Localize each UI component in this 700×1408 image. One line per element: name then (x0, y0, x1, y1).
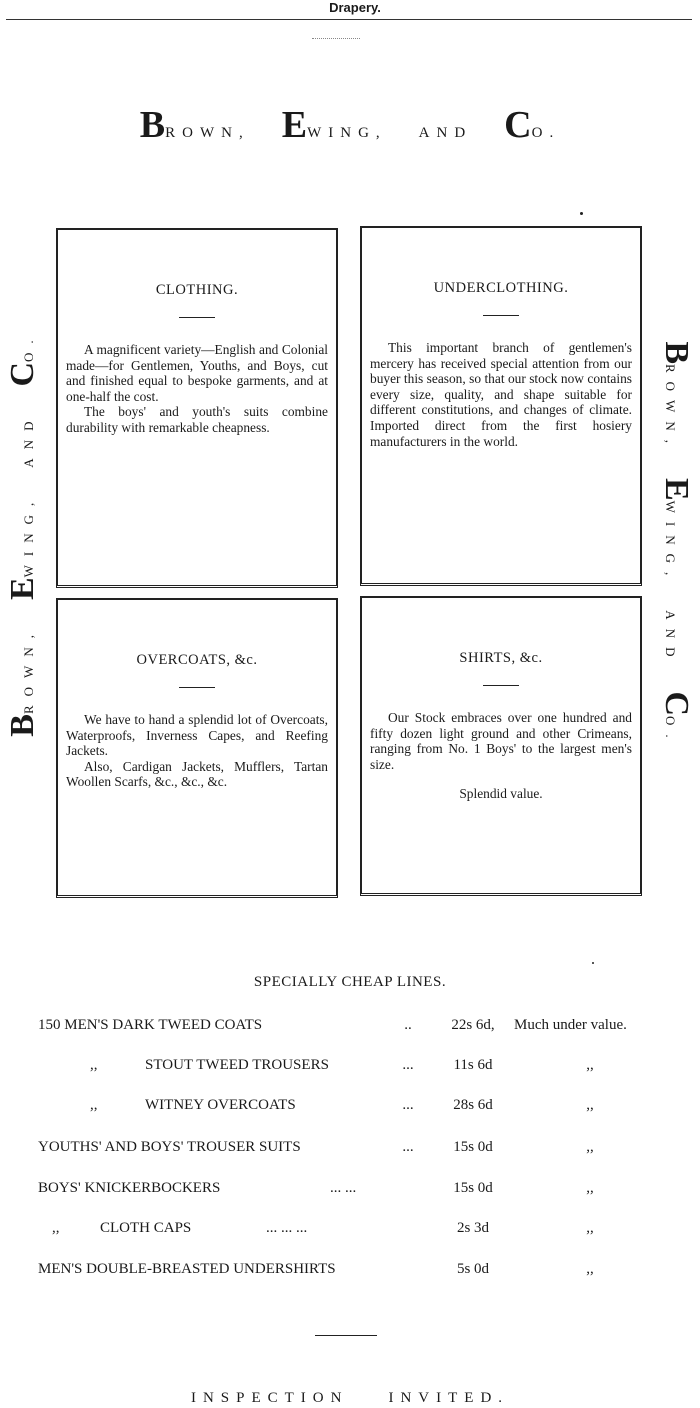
price-note: ,, (586, 1097, 594, 1113)
price-leader: .. (404, 1017, 412, 1033)
price-value: 15s 0d (453, 1180, 493, 1196)
shirts-divider (483, 685, 519, 686)
right-word-wing: WING, (663, 500, 678, 585)
firm-initial-b: B (139, 104, 166, 146)
price-value: 15s 0d (453, 1139, 493, 1155)
firm-word-and: AND (418, 125, 473, 141)
clothing-body (66, 342, 328, 436)
right-word-rown: ROWN, (663, 364, 678, 452)
price-value: 28s 6d (453, 1097, 493, 1113)
print-speck (592, 962, 594, 964)
price-value: 2s 3d (456, 1220, 490, 1236)
price-note: ,, (586, 1180, 594, 1196)
firm-initial-e: E (281, 104, 308, 146)
left-word-rown: ROWN, (21, 626, 36, 714)
price-row (0, 1261, 700, 1281)
price-note: ,, (586, 1057, 594, 1073)
ditto-mark: ,, (52, 1220, 60, 1236)
price-leader: ... ... ... (266, 1220, 308, 1236)
overcoats-heading: OVERCOATS, &c. (136, 652, 258, 668)
price-item: MEN'S DOUBLE-BREASTED UNDERSHIRTS (38, 1261, 336, 1277)
price-value: 5s 0d (456, 1261, 490, 1277)
shirts-panel (360, 596, 642, 896)
overcoats-divider (179, 687, 215, 688)
left-word-and: AND (21, 412, 36, 468)
price-value: 22s 6d, (451, 1017, 495, 1033)
price-leader: ... (402, 1097, 414, 1113)
overcoats-paragraph: Also, Cardigan Jackets, Mufflers, Tartan Woollen Scarfs, &c., &c., &c. (66, 758, 328, 790)
clothing-heading: CLOTHING. (155, 282, 239, 298)
underclothing-divider (483, 315, 519, 316)
price-note: ,, (586, 1220, 594, 1236)
shirts-heading: SHIRTS, &c. (459, 650, 543, 666)
price-item: STOUT TWEED TROUSERS (145, 1057, 329, 1073)
price-row (0, 1180, 700, 1200)
clothing-panel (56, 228, 338, 588)
left-word-wing: WING, (21, 493, 36, 578)
price-row (0, 1097, 700, 1117)
left-word-o: O. (21, 331, 36, 362)
left-side-firm-title (3, 290, 43, 778)
underclothing-heading: UNDERCLOTHING. (433, 280, 569, 296)
right-side-firm-title (656, 300, 696, 788)
price-leader: ... ... (330, 1180, 357, 1196)
firm-word-o: O. (531, 125, 561, 141)
price-row (0, 1017, 700, 1037)
clothing-paragraph: The boys' and youth's suits combine durability with remarkable cheapness. (66, 404, 328, 435)
footer-word-inspection: INSPECTION (190, 1390, 349, 1406)
left-initial-e: E (4, 577, 41, 601)
closing-divider (315, 1335, 377, 1336)
price-note: Much under value. (514, 1017, 627, 1033)
price-row (0, 1139, 700, 1159)
overcoats-paragraph: We have to hand a splendid lot of Overcoats, Waterproofs, Inverness Capes, and Reefing Jackets. (66, 712, 328, 759)
right-word-o: O. (663, 716, 678, 747)
header-rule (6, 19, 692, 20)
price-leader: ... (402, 1139, 414, 1155)
header-dotted-rule (312, 38, 360, 39)
price-item: BOYS' KNICKERBOCKERS (38, 1180, 221, 1196)
price-item: WITNEY OVERCOATS (145, 1097, 296, 1113)
footer-slogan (0, 1390, 700, 1407)
clothing-paragraph: A magnificent variety—English and Colonial made—for Gentlemen, Youths, and Boys, cut and finished equal to bespoke garments, and at one-half the cost. (66, 342, 328, 404)
clothing-divider (179, 317, 215, 318)
price-item: 150 MEN'S DARK TWEED COATS (38, 1017, 263, 1033)
right-initial-e: E (658, 477, 695, 501)
firm-word-wing: WING, (307, 125, 387, 141)
firm-word-rown: ROWN, (165, 125, 250, 141)
price-value: 11s 6d (453, 1057, 493, 1073)
ditto-mark: ,, (90, 1057, 98, 1073)
ditto-mark: ,, (90, 1097, 98, 1113)
shirts-body (370, 710, 632, 772)
right-initial-b: B (658, 341, 695, 364)
price-item: YOUTHS' AND BOYS' TROUSER SUITS (38, 1139, 301, 1155)
price-row (0, 1220, 700, 1240)
firm-initial-c: C (504, 104, 532, 146)
price-row (0, 1057, 700, 1077)
footer-word-invited: INVITED. (388, 1390, 510, 1406)
firm-title (0, 103, 700, 147)
price-item: CLOTH CAPS (100, 1220, 192, 1236)
right-initial-c: C (658, 691, 695, 717)
underclothing-panel (360, 226, 642, 586)
right-word-and: AND (663, 610, 678, 666)
section-label: Drapery. (329, 0, 381, 15)
cheap-lines-heading: SPECIALLY CHEAP LINES. (253, 974, 447, 990)
left-initial-c: C (4, 361, 41, 387)
underclothing-paragraph: This important branch of gentlemen's mercery has received special attention from our buyer this season, so that our stock now contains every size, quality, and shape suitable for different constitutions, and changes of climate. Imported direct from the first hosiery manufacturers in the world. (370, 340, 632, 449)
overcoats-panel (56, 598, 338, 898)
shirts-paragraph: Our Stock embraces over one hundred and fifty dozen light ground and other Crimeans, ranging from No. 1 Boys' to the largest men's size. (370, 710, 632, 772)
shirts-footer: Splendid value. (459, 786, 543, 802)
underclothing-body (370, 340, 632, 449)
price-note: ,, (586, 1139, 594, 1155)
print-speck (580, 212, 583, 215)
left-initial-b: B (4, 714, 41, 737)
overcoats-body (66, 712, 328, 790)
price-leader: ... (402, 1057, 414, 1073)
price-note: ,, (586, 1261, 594, 1277)
